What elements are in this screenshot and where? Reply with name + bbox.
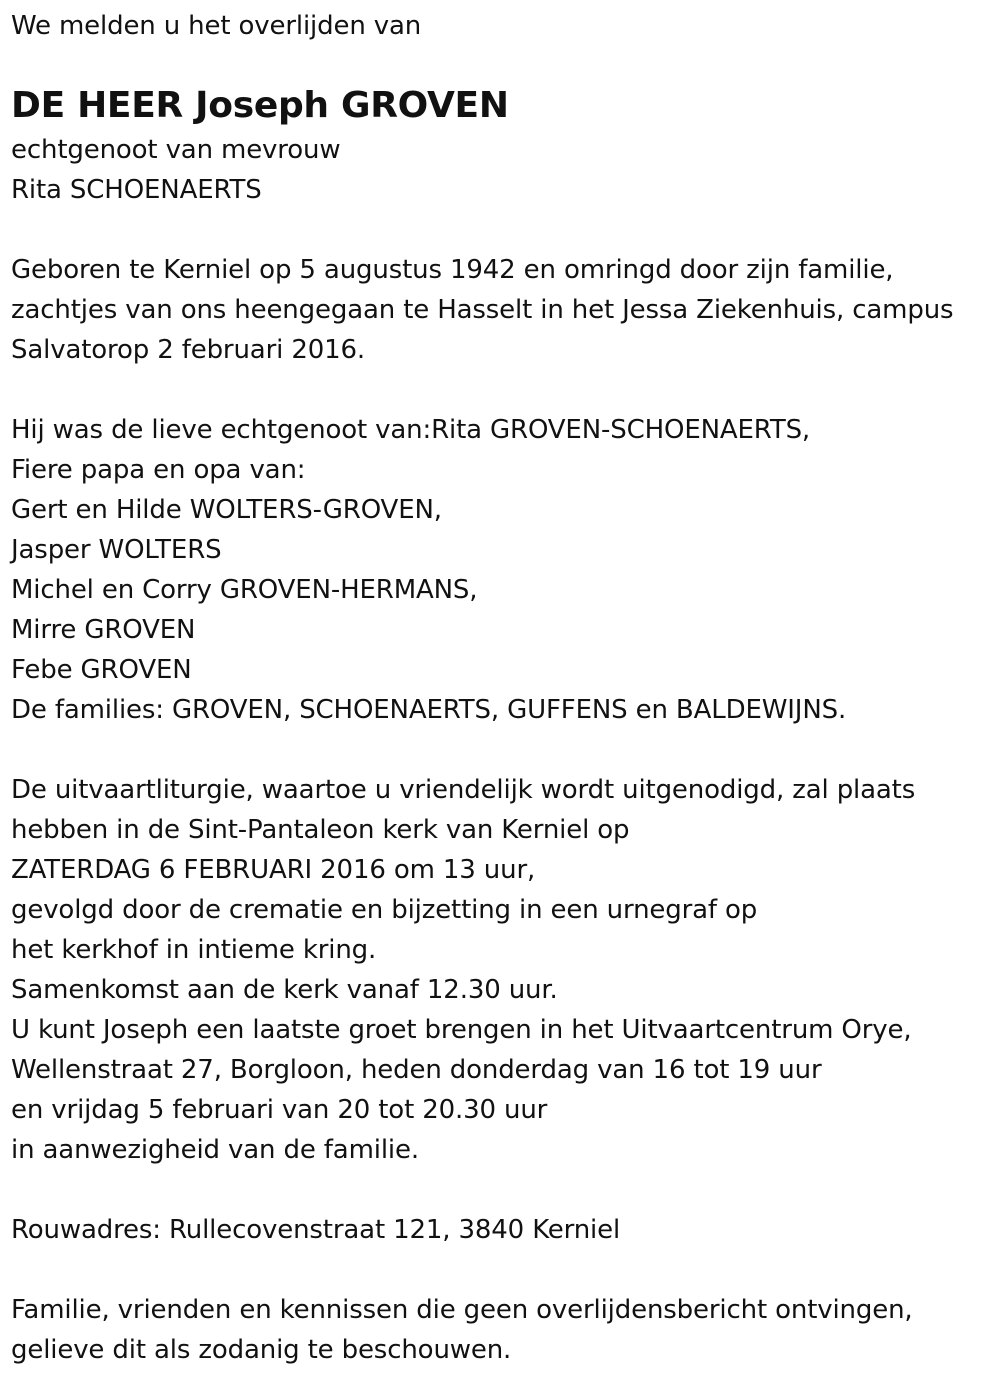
closing-line: gelieve dit als zodanig te beschouwen.	[11, 1335, 512, 1365]
obituary-notice	[11, 6, 986, 1370]
funeral-line: gevolgd door de crematie en bijzetting in een urnegraf op	[11, 895, 758, 925]
family-line: Febe GROVEN	[11, 655, 192, 685]
family-line: Jasper WOLTERS	[11, 535, 222, 565]
family-line: Mirre GROVEN	[11, 615, 196, 645]
funeral-line: De uitvaartliturgie, waartoe u vriendelijk wordt uitgenodigd, zal plaats	[11, 775, 916, 805]
funeral-line: en vrijdag 5 februari van 20 tot 20.30 uur	[11, 1095, 548, 1125]
birth-line: Salvatorop 2 februari 2016.	[11, 335, 365, 365]
funeral-line: het kerkhof in intieme kring.	[11, 935, 377, 965]
closing-line: Familie, vrienden en kennissen die geen overlijdensbericht ontvingen,	[11, 1295, 913, 1325]
spacer	[11, 370, 986, 410]
funeral-line: Samenkomst aan de kerk vanaf 12.30 uur.	[11, 975, 558, 1005]
birth-line: zachtjes van ons heengegaan te Hasselt in het Jessa Ziekenhuis, campus	[11, 295, 954, 325]
funeral-line: Wellenstraat 27, Borgloon, heden donderdag van 16 tot 19 uur	[11, 1055, 822, 1085]
spacer	[11, 1170, 986, 1210]
spacer	[11, 1250, 986, 1290]
family-line: Gert en Hilde WOLTERS-GROVEN,	[11, 495, 442, 525]
funeral-line: hebben in de Sint-Pantaleon kerk van Kerniel op	[11, 815, 630, 845]
spacer	[11, 730, 986, 770]
family-line: Fiere papa en opa van:	[11, 455, 306, 485]
intro-text: We melden u het overlijden van	[11, 11, 422, 41]
mourning-address: Rouwadres: Rullecovenstraat 121, 3840 Kerniel	[11, 1215, 621, 1245]
family-line: De families: GROVEN, SCHOENAERTS, GUFFENS en BALDEWIJNS.	[11, 695, 847, 725]
spacer	[11, 210, 986, 250]
family-line: Hij was de lieve echtgenoot van:Rita GROVEN-SCHOENAERTS,	[11, 415, 811, 445]
birth-line: Geboren te Kerniel op 5 augustus 1942 en omringd door zijn familie,	[11, 255, 894, 285]
family-line: Michel en Corry GROVEN-HERMANS,	[11, 575, 478, 605]
spouse-name: Rita SCHOENAERTS	[11, 175, 262, 205]
funeral-line: ZATERDAG 6 FEBRUARI 2016 om 13 uur,	[11, 855, 536, 885]
spouse-line: echtgenoot van mevrouw	[11, 135, 341, 165]
funeral-line: U kunt Joseph een laatste groet brengen in het Uitvaartcentrum Orye,	[11, 1015, 912, 1045]
deceased-name: DE HEER Joseph GROVEN	[11, 85, 509, 126]
funeral-line: in aanwezigheid van de familie.	[11, 1135, 419, 1165]
